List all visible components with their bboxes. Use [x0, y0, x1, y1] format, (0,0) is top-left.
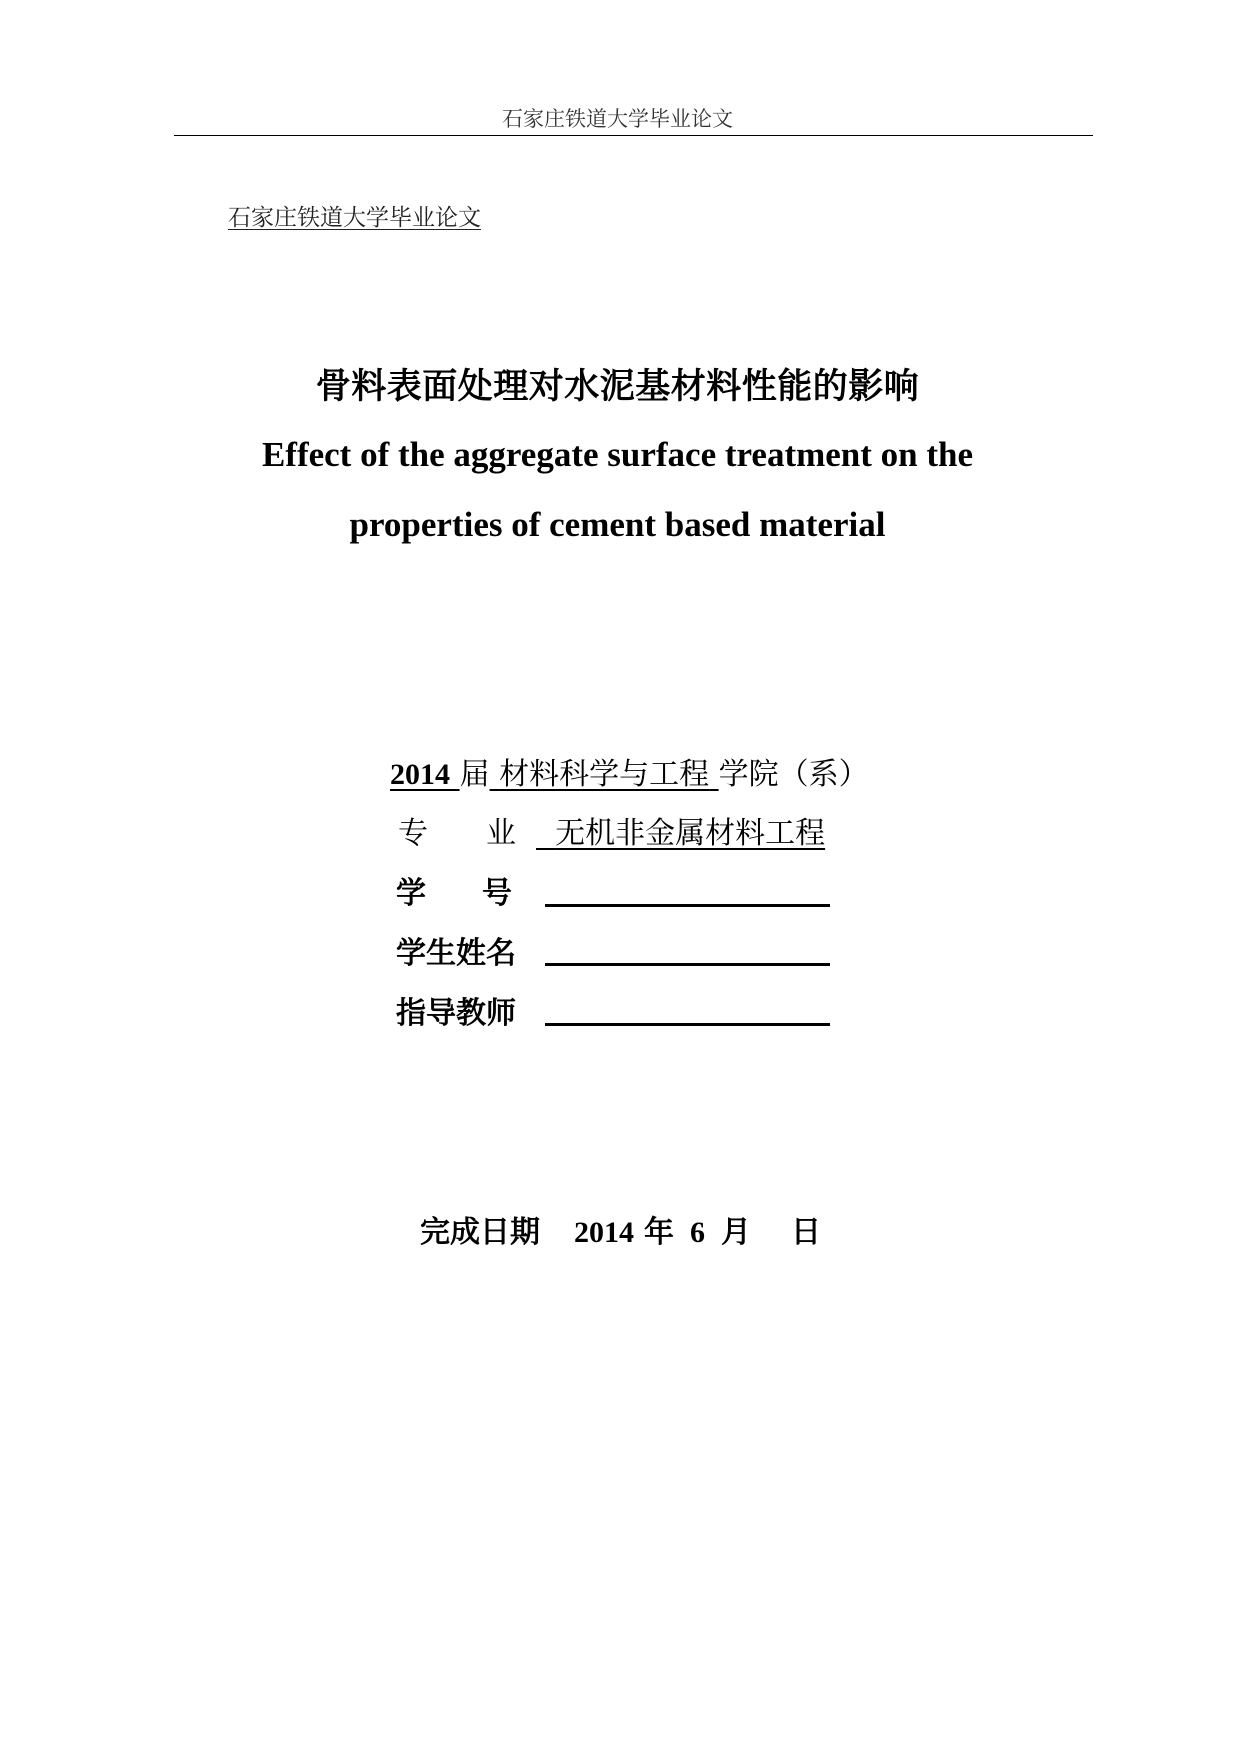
- completion-day-unit: 日: [791, 1215, 821, 1250]
- student-name-blank: [545, 963, 830, 966]
- school-name: 材料科学与工程: [499, 757, 710, 792]
- completion-date: [420, 1207, 821, 1251]
- completion-date-label: 完成日期: [420, 1215, 540, 1250]
- major-value: 无机非金属材料工程: [555, 816, 826, 851]
- class-year: 2014: [390, 758, 450, 791]
- advisor-label: 指导教师: [396, 996, 516, 1031]
- header-divider: [174, 135, 1093, 136]
- completion-year-unit: 年: [644, 1215, 674, 1250]
- completion-month: 6: [690, 1216, 705, 1249]
- major-label-char2: 业: [486, 816, 516, 851]
- advisor-blank: [545, 1023, 830, 1026]
- university-name-line: 石家庄铁道大学毕业论文: [228, 205, 481, 231]
- thesis-title-chinese: 骨料表面处理对水泥基材料性能的影响: [315, 367, 920, 407]
- class-suffix: 届: [459, 757, 490, 792]
- student-id-blank: [545, 904, 830, 907]
- student-id-label: 学号: [396, 876, 568, 911]
- completion-year: 2014: [574, 1216, 634, 1249]
- completion-month-unit: 月: [721, 1215, 751, 1250]
- major-row: [398, 808, 825, 852]
- school-suffix: 学院（系）: [718, 757, 869, 792]
- running-header: 石家庄铁道大学毕业论文: [502, 107, 733, 131]
- thesis-title-english-line1: Effect of the aggregate surface treatment on the: [261, 435, 974, 474]
- student-name-label: 学生姓名: [396, 936, 516, 971]
- major-label-char1: 专: [398, 816, 428, 851]
- class-school-row: [390, 749, 869, 793]
- thesis-title-english-line2: properties of cement based material: [349, 505, 886, 544]
